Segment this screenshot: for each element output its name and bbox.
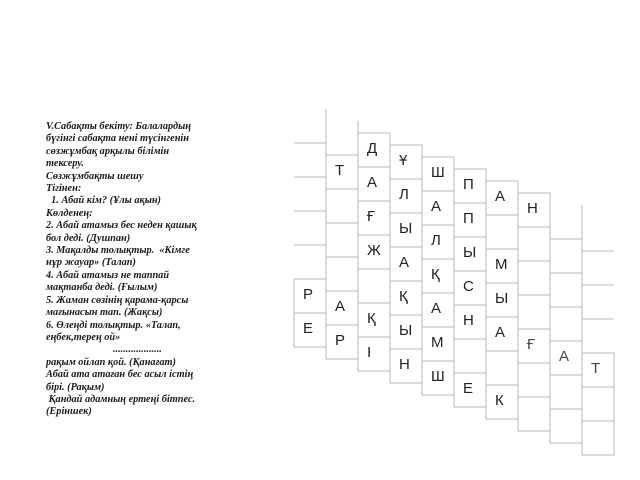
lesson-line: Сөзжұмбақты шешу — [46, 170, 144, 182]
crossword-cell — [358, 167, 390, 201]
crossword-cell — [518, 295, 550, 329]
crossword-cell — [582, 319, 614, 353]
crossword-cell — [294, 211, 326, 245]
crossword-letter: А — [367, 174, 378, 191]
crossword-cell — [326, 223, 358, 257]
crossword-cell — [582, 387, 614, 421]
crossword-letter: П — [463, 176, 474, 193]
crossword-cell — [550, 205, 582, 239]
crossword-cell — [582, 285, 614, 319]
crossword-cell — [582, 251, 614, 285]
lesson-line: Абай ата атаған бес асыл істің — [46, 369, 194, 381]
lesson-line: бол деді. (Душпан) — [46, 232, 131, 244]
lesson-line: 1. Абай кім? (Ұлы ақын) — [46, 195, 161, 207]
crossword-cell — [294, 143, 326, 177]
crossword-letter: Р — [303, 286, 314, 303]
crossword-letter: Ы — [399, 322, 413, 339]
lesson-line: 5. Жаман сөзінің қарама-қарсы — [46, 294, 189, 306]
crossword-cell — [454, 305, 486, 339]
crossword-letter: М — [431, 334, 444, 351]
crossword-cell — [550, 239, 582, 273]
crossword-letter: Қ — [367, 310, 376, 327]
crossword-letter: Ы — [399, 220, 413, 237]
crossword-letter: Ш — [431, 164, 445, 181]
crossword-letter: А — [495, 324, 506, 341]
lesson-text — [46, 121, 278, 419]
crossword-letter: С — [463, 278, 474, 295]
crossword-grid — [293, 108, 613, 409]
crossword-cell — [422, 191, 454, 225]
crossword-letter: Т — [335, 162, 345, 179]
crossword-letter: Н — [527, 200, 538, 217]
crossword-cell — [358, 201, 390, 235]
crossword-letter: Т — [591, 360, 601, 377]
crossword-cell — [390, 179, 422, 213]
crossword-cell — [454, 339, 486, 373]
lesson-line: ................... — [46, 344, 162, 356]
crossword-cell — [518, 363, 550, 397]
crossword-cell — [582, 421, 614, 455]
crossword-cell — [390, 213, 422, 247]
crossword-cell — [486, 351, 518, 385]
crossword-cell — [326, 325, 358, 359]
crossword-cell — [518, 227, 550, 261]
crossword-letter: Р — [335, 332, 346, 349]
crossword-cell — [422, 361, 454, 395]
lesson-line: 4. Абай атамыз не таппай — [46, 269, 170, 281]
crossword-cell — [390, 349, 422, 383]
crossword-letter: Н — [463, 312, 474, 329]
crossword-letter: А — [559, 348, 570, 365]
crossword-cell — [454, 237, 486, 271]
crossword-cell — [390, 315, 422, 349]
crossword-cell — [454, 373, 486, 407]
crossword-cell — [294, 245, 326, 279]
crossword-letter: Ш — [431, 368, 445, 385]
crossword-cell — [326, 155, 358, 189]
crossword-cell — [454, 203, 486, 237]
crossword-letter: М — [495, 256, 508, 273]
crossword-cell — [326, 257, 358, 291]
crossword-cell — [358, 269, 390, 303]
crossword-letter: А — [399, 254, 410, 271]
crossword-cell — [390, 145, 422, 179]
crossword-letter: Ұ — [399, 152, 408, 169]
crossword-letter: Ы — [463, 244, 477, 261]
crossword-letter: Ы — [495, 290, 509, 307]
crossword-cell — [326, 121, 358, 155]
lesson-line: (Еріншек) — [46, 406, 92, 418]
crossword-letter: Ғ — [367, 208, 376, 225]
crossword-letter: Ж — [367, 242, 381, 259]
lesson-line: Тігінен: — [46, 183, 82, 195]
crossword-letter: Д — [367, 140, 378, 157]
crossword-letter: А — [431, 198, 442, 215]
crossword-letter: Н — [399, 356, 410, 373]
crossword-cell — [486, 283, 518, 317]
crossword-cell — [518, 193, 550, 227]
crossword-cell — [486, 249, 518, 283]
crossword-cell — [486, 215, 518, 249]
crossword-cell — [518, 397, 550, 431]
lesson-line: мақтанба деді. (Ғылым) — [46, 282, 158, 294]
crossword-cell — [390, 247, 422, 281]
lesson-line: 2. Абай атамыз бес неден қашық — [46, 220, 197, 232]
crossword-cell — [422, 225, 454, 259]
lesson-line: 6. Өлеңді толықтыр. «Талап, — [46, 319, 181, 331]
crossword-cell — [550, 307, 582, 341]
crossword-cell — [582, 353, 614, 387]
crossword-cell — [550, 375, 582, 409]
crossword-cell — [358, 133, 390, 167]
lesson-line: нұр жауар» (Талап) — [46, 257, 136, 269]
crossword-cell — [486, 317, 518, 351]
crossword-cell — [294, 279, 326, 313]
crossword-cell — [518, 329, 550, 363]
lesson-line: тексеру. — [46, 158, 84, 170]
crossword-cell — [486, 181, 518, 215]
crossword-cell — [454, 271, 486, 305]
lesson-line: V.Сабақты бекіту: Балалардың — [46, 121, 191, 132]
crossword-cell — [294, 313, 326, 347]
crossword-cell — [550, 409, 582, 443]
crossword-letter: А — [495, 188, 506, 205]
crossword-cell — [422, 259, 454, 293]
crossword-letter: Қ — [399, 288, 408, 305]
crossword-cell — [294, 109, 326, 143]
crossword-cell — [326, 291, 358, 325]
crossword-letter: Л — [431, 232, 441, 249]
crossword-letter: А — [431, 300, 442, 317]
crossword-cell — [294, 177, 326, 211]
crossword-cell — [518, 261, 550, 295]
crossword-cell — [454, 169, 486, 203]
crossword-letter: А — [335, 298, 346, 315]
lesson-line: еңбек,терең ой» — [46, 331, 121, 343]
crossword-cell — [390, 281, 422, 315]
lesson-line: Көлденең: — [46, 207, 93, 219]
crossword-cell — [422, 293, 454, 327]
lesson-line: бүгінгі сабақта нені түсінгенін — [46, 133, 189, 145]
lesson-line: Қандай адамның ертеңі бітпес. — [46, 393, 196, 405]
crossword-cell — [358, 303, 390, 337]
lesson-line: рақым ойлап қой. (Қанағат) — [46, 356, 176, 368]
crossword-letter: П — [463, 210, 474, 227]
lesson-line: бірі. (Рақым) — [46, 381, 105, 393]
crossword-letter: К — [495, 392, 504, 409]
crossword-cell — [582, 217, 614, 251]
crossword-letter: Л — [399, 186, 409, 203]
crossword-cell — [422, 157, 454, 191]
crossword-cell — [422, 327, 454, 361]
crossword-letter: І — [367, 344, 372, 361]
crossword-cell — [358, 337, 390, 371]
crossword-cell — [358, 235, 390, 269]
crossword-letter: Қ — [431, 266, 440, 283]
crossword-letter: Е — [303, 320, 314, 337]
crossword-cell — [326, 189, 358, 223]
crossword-cell — [550, 341, 582, 375]
crossword-cell — [550, 273, 582, 307]
lesson-line: сөзжұмбақ арқылы білімін — [46, 145, 170, 157]
crossword-letter: Ғ — [527, 336, 536, 353]
crossword-cell — [486, 385, 518, 419]
lesson-line: мағынасын тап. (Жақсы) — [46, 307, 163, 319]
lesson-line: 3. Мақалды толықтыр. «Кімге — [46, 245, 190, 257]
crossword-letter: Е — [463, 380, 474, 397]
